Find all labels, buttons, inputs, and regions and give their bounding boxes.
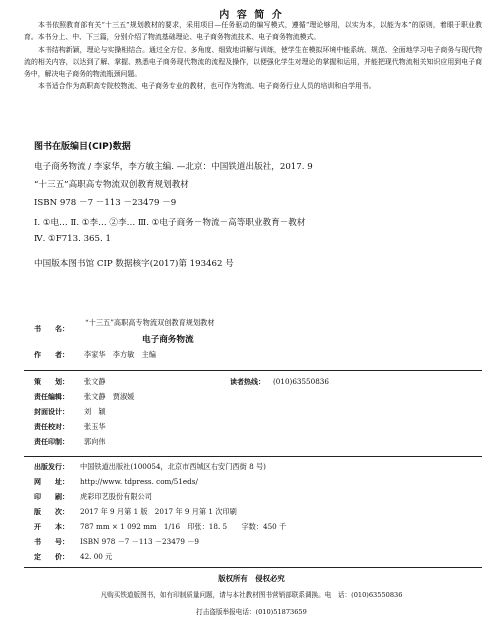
proofreader-label: 责任校对：: [34, 423, 69, 431]
edition-label: 版 次：: [34, 508, 69, 516]
hotline-label: 读者热线：: [230, 378, 265, 386]
cip-verification: 中国版本图书馆 CIP 数据核字(2017)第 193462 号: [34, 259, 234, 269]
isbn-value: ISBN 978 －7 －113 －23479 －9: [80, 537, 199, 546]
cip-heading: 图书在版编目(CIP)数据: [34, 142, 131, 152]
editor-label: 责任编辑：: [34, 393, 69, 401]
price-value: 42. 00 元: [80, 552, 113, 561]
contact-notice: 凡购买铁道版图书，如有印制质量问题，请与本社教材图书营销部联系调换。电 话：(010)63550836: [100, 591, 403, 599]
price-label: 定 价：: [34, 553, 69, 561]
cover-design-value: 刘 颖: [84, 407, 106, 416]
proofreader-value: 张玉华: [84, 422, 106, 431]
piracy-hotline: 打击盗版举报电话：(010)51873659: [196, 608, 307, 616]
summary-text: [24, 19, 482, 93]
divider: [24, 456, 482, 457]
planning-value: 张文静: [84, 377, 106, 386]
website-label: 网 址：: [34, 478, 69, 486]
authors: 李家华 李方敏 主编: [84, 350, 156, 359]
print-manager-value: 郭向伟: [84, 437, 106, 446]
print-manager-label: 责任印制：: [34, 438, 69, 446]
divider: [24, 370, 482, 371]
summary-paragraph: 本书依照教育部有关“十三五”规划教材的要求，采用项目—任务驱动的编写模式，遵循“理论够用，以实为本，以能为本”的原则，着眼于职业教育。本书分上、中、下三篇，分别介绍了物流基础理论、电子商务物流技术、电子商务物流模式。: [24, 21, 482, 42]
cip-line: 电子商务物流 / 李家华，李方敏主编. —北京：中国铁道出版社，2017. 9: [34, 162, 313, 172]
hotline-value: (010)63550836: [273, 377, 329, 386]
cip-line: Ⅰ. ①电… Ⅱ. ①李… ②李… Ⅲ. ①电子商务－物流－高等职业教育－教材: [34, 218, 306, 228]
editor-value: 张文静 贾淑媛: [84, 392, 135, 401]
summary-paragraph: 本书适合作为高职高专院校物流、电子商务专业的教材，也可作为物流、电子商务行业人员的培训和自学用书。: [38, 82, 376, 91]
book-name-label: 书 名：: [34, 325, 69, 333]
format-value: 787 mm × 1 092 mm 1/16 印张：18. 5 字数：450 千: [80, 522, 287, 531]
author-label: 作 者：: [34, 351, 69, 359]
cip-line: “十三五”高职高专物流双创教育规划教材: [34, 180, 189, 190]
cip-line: Ⅳ. ①F713. 365. 1: [34, 234, 111, 244]
summary-title: 内 容 简 介: [219, 10, 284, 21]
publisher-label: 出版发行：: [34, 463, 69, 471]
publisher-value: 中国铁道出版社(100054，北京市西城区右安门西街 8 号): [80, 462, 266, 471]
planning-label: 策 划：: [34, 378, 69, 386]
website-value: http://www. tdpress. com/51eds/: [80, 477, 198, 486]
edition-value: 2017 年 9 月第 1 版 2017 年 9 月第 1 次印刷: [80, 507, 237, 516]
cover-design-label: 封面设计：: [34, 408, 69, 416]
cip-line: ISBN 978 －7 －113 －23479 －9: [34, 198, 177, 208]
book-name: 电子商务物流: [142, 335, 194, 345]
printer-label: 印 刷：: [34, 493, 69, 501]
printer-value: 虎彩印艺股份有限公司: [80, 492, 152, 501]
isbn-label: 书 号：: [34, 538, 69, 546]
summary-paragraph: 本书结构新颖，理论与实操相结合。通过全方位、多角度、细致地讲解与训练，使学生在模拟环境中能系统、规范、全面地学习电子商务与现代物流的相关内容，以达到了解、掌握、熟悉电子商务现代物流的流程及操作，以便强化学生对理论的掌握和运用，并能把现代物流相关知识应用到电子商务中，解决电子商务的物流瓶颈问题。: [24, 45, 482, 79]
copyright-notice: 版权所有 侵权必究: [218, 574, 285, 583]
book-series: “十三五”高职高专物流双创教育规划教材: [85, 318, 215, 327]
format-label: 开 本：: [34, 523, 69, 531]
divider: [24, 567, 482, 568]
